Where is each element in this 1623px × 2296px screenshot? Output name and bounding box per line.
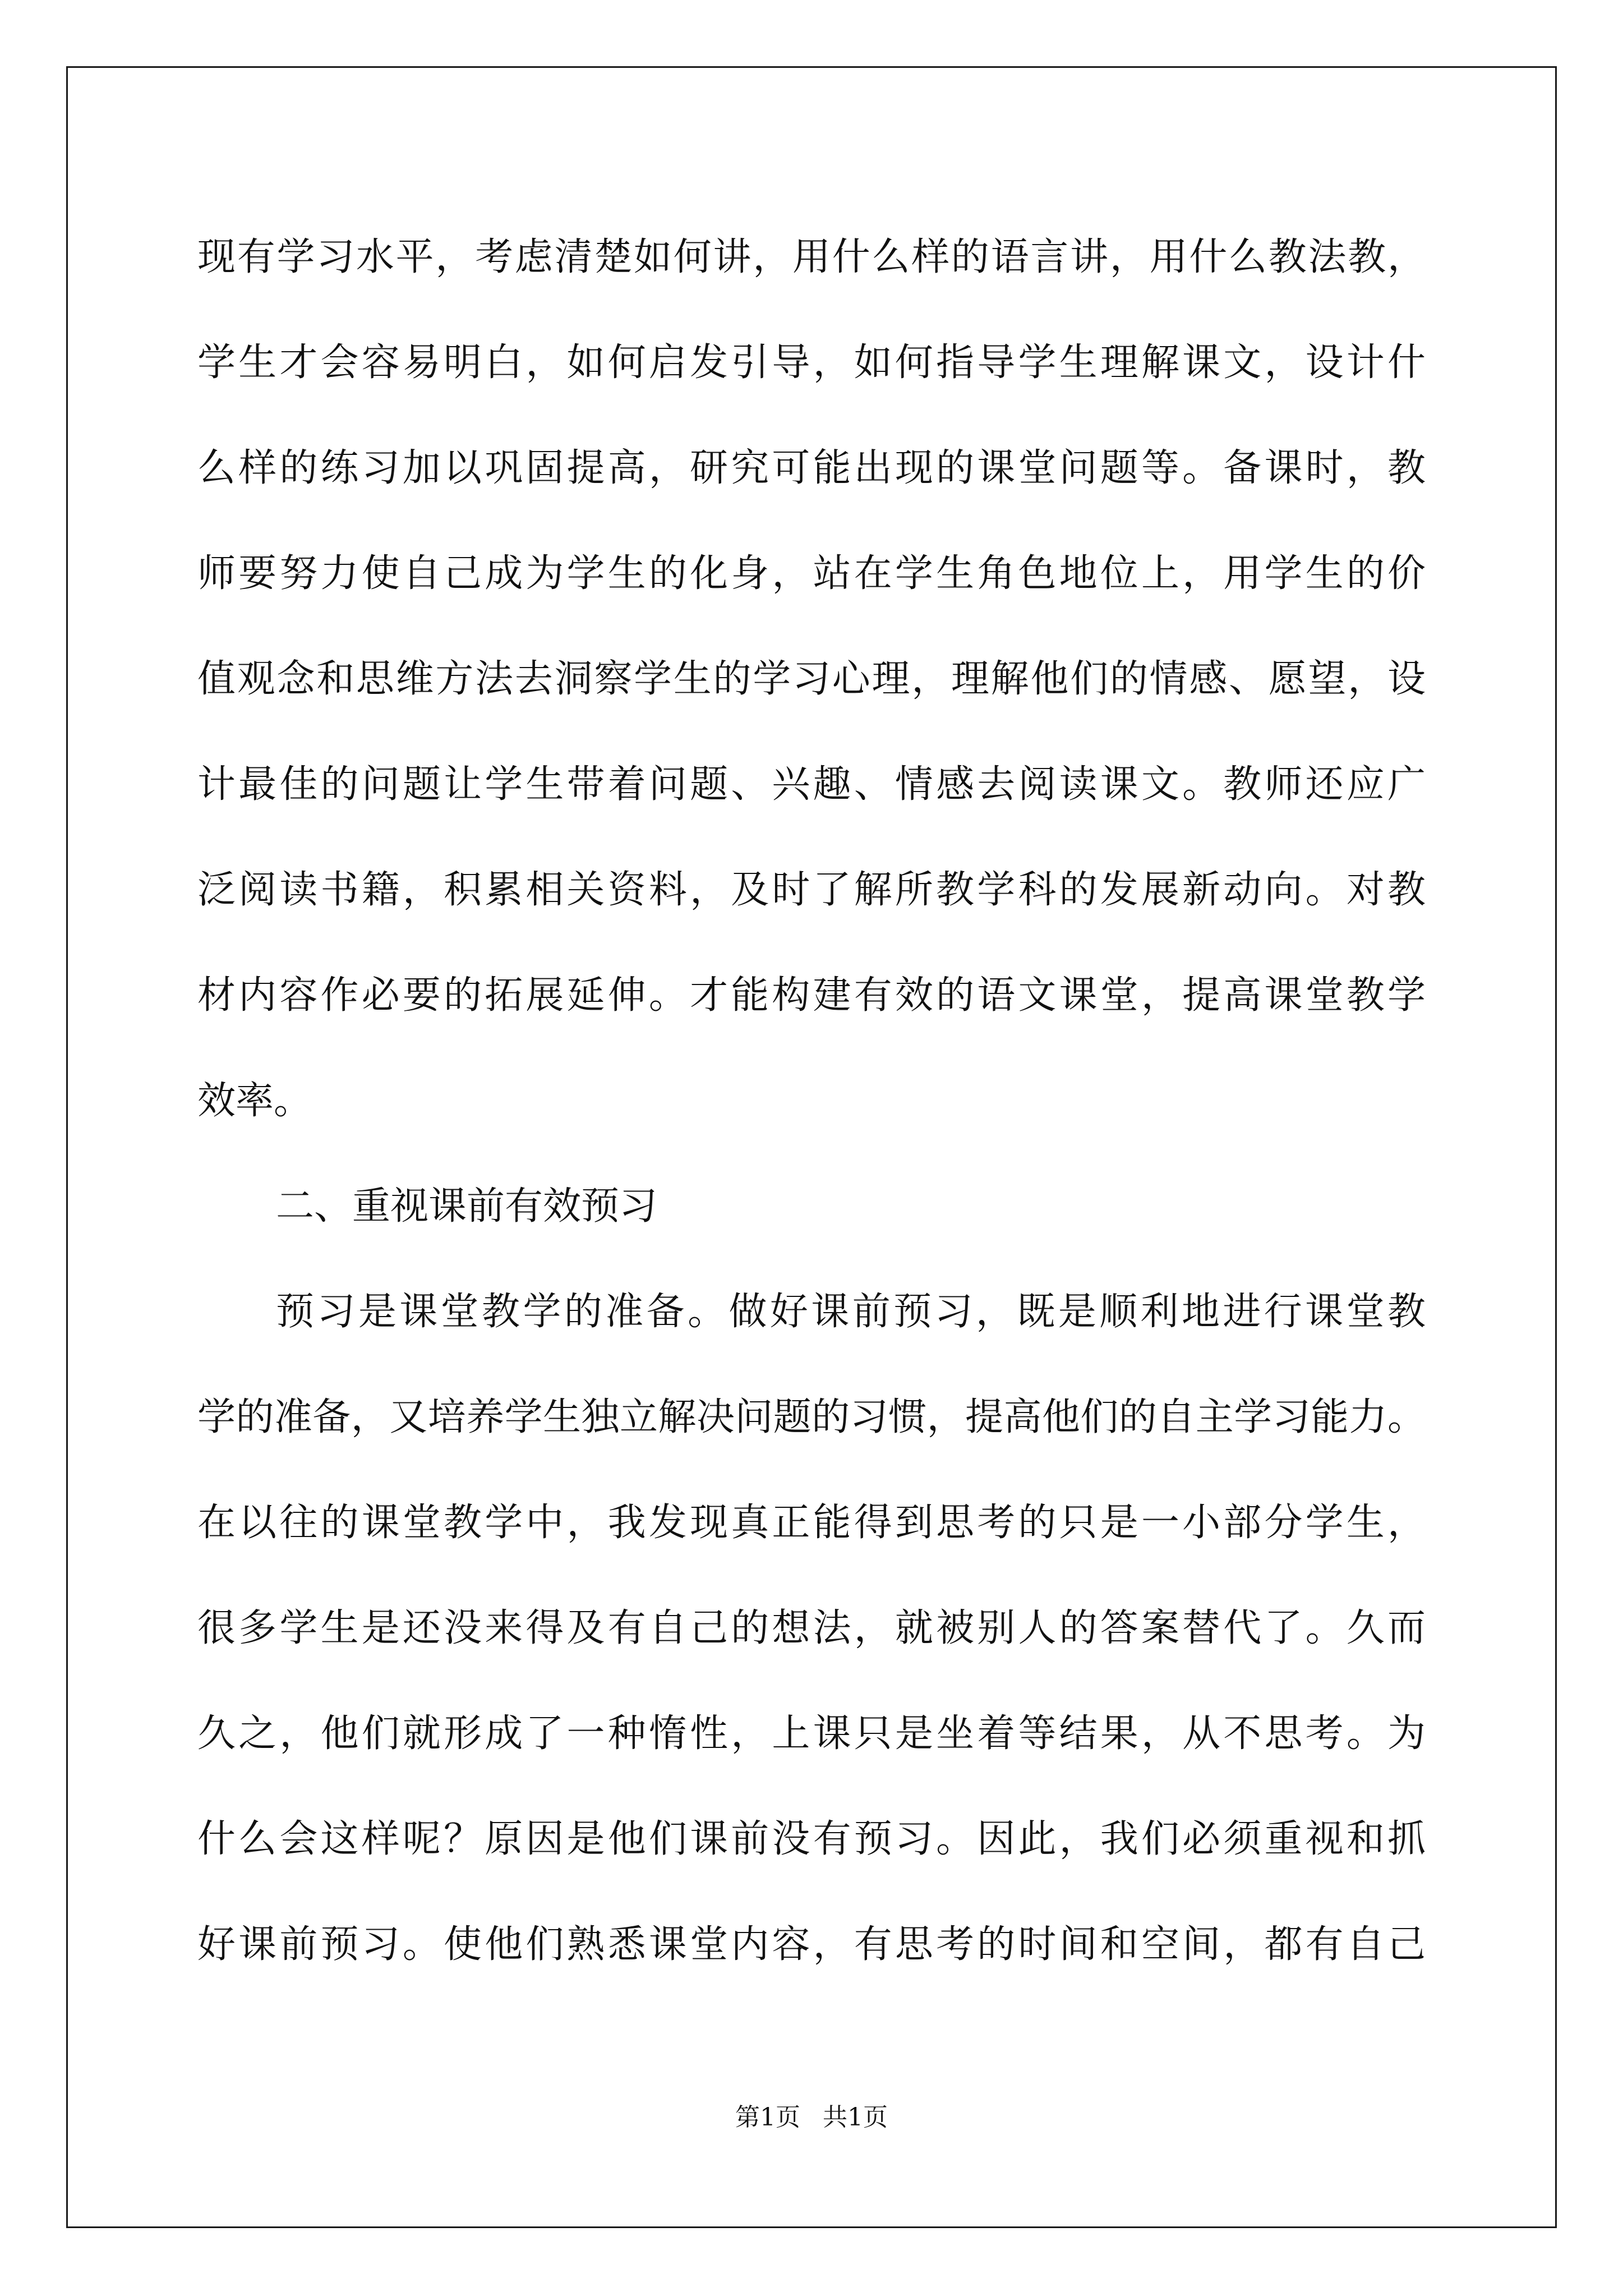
paragraph-line: 在以往的课堂教学中，我发现真正能得到思考的只是一小部分学生，	[197, 1501, 1426, 1545]
paragraph-line: 材内容作必要的拓展延伸。才能构建有效的语文课堂，提高课堂教学	[197, 973, 1426, 1018]
paragraph-line: 计最佳的问题让学生带着问题、兴趣、情感去阅读课文。教师还应广	[197, 762, 1426, 807]
paragraph-line: 好课前预习。使他们熟悉课堂内容，有思考的时间和空间，都有自己	[197, 1922, 1426, 1967]
paragraph-line: 久之，他们就形成了一种惰性，上课只是坐着等结果，从不思考。为	[197, 1711, 1426, 1756]
page-count: 共1页	[823, 2103, 888, 2132]
paragraph-line: 很多学生是还没来得及有自己的想法，就被别人的答案替代了。久而	[197, 1606, 1426, 1650]
paragraph-line: 预习是课堂教学的准备。做好课前预习，既是顺利地进行课堂教	[276, 1290, 1426, 1334]
document-body	[197, 205, 1426, 1998]
section-heading: 二、重视课前有效预习	[276, 1184, 658, 1228]
paragraph-line: 师要努力使自己成为学生的化身，站在学生角色地位上，用学生的价	[197, 551, 1426, 596]
paragraph-line: 泛阅读书籍，积累相关资料，及时了解所教学科的发展新动向。对教	[197, 868, 1426, 912]
paragraph-line: 学的准备，又培养学生独立解决问题的习惯，提高他们的自主学习能力。	[197, 1395, 1426, 1439]
page-number: 第1页	[735, 2103, 800, 2132]
paragraph-line: 现有学习水平，考虑清楚如何讲，用什么样的语言讲，用什么教法教，	[197, 235, 1426, 279]
paragraph-line: 什么会这样呢？原因是他们课前没有预习。因此，我们必须重视和抓	[197, 1817, 1426, 1861]
paragraph-line: 么样的练习加以巩固提高，研究可能出现的课堂问题等。备课时，教	[197, 446, 1426, 490]
paragraph-line: 学生才会容易明白，如何启发引导，如何指导学生理解课文，设计什	[197, 341, 1426, 385]
paragraph-line: 效率。	[197, 1079, 312, 1123]
page-footer	[0, 2097, 1623, 2133]
paragraph-line: 值观念和思维方法去洞察学生的学习心理，理解他们的情感、愿望，设	[197, 657, 1426, 701]
